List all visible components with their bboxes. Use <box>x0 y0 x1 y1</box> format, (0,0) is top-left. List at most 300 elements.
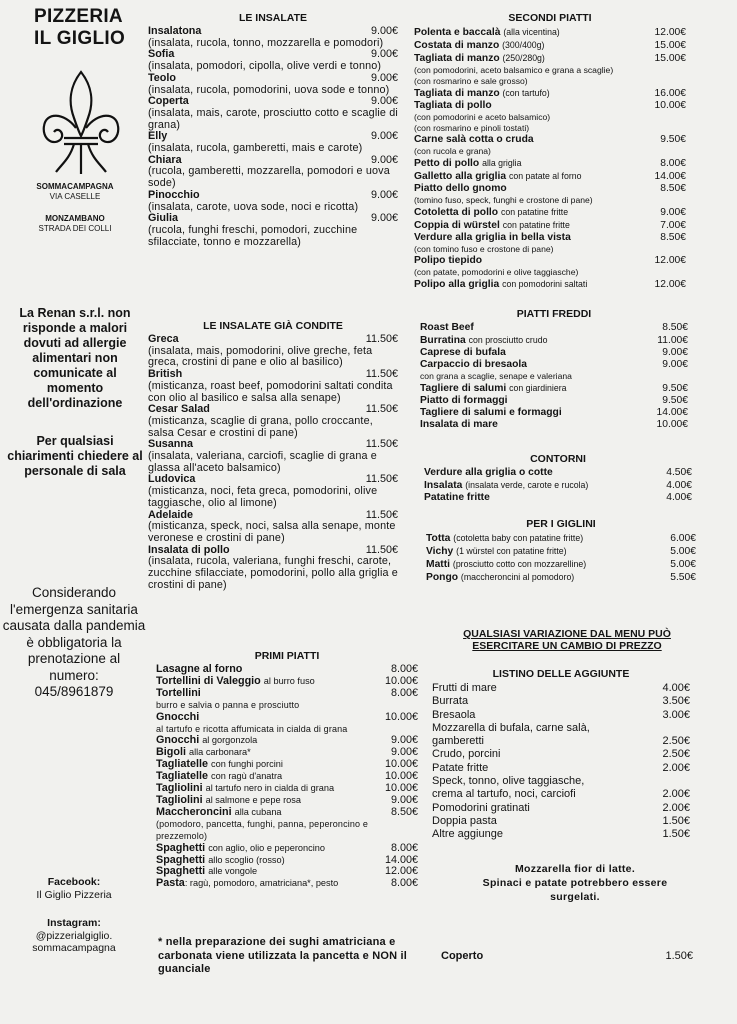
menu-item <box>432 775 690 788</box>
menu-item-price: 5.50€ <box>670 572 696 583</box>
menu-item-label <box>432 695 468 708</box>
menu-item-price: 8.00€ <box>660 158 686 169</box>
menu-item-label <box>156 807 282 819</box>
restaurant-name <box>34 6 144 50</box>
coperto-row <box>441 950 693 962</box>
location-sommacampagna <box>6 182 144 202</box>
menu-item-name: Galletto alla griglia <box>414 171 507 182</box>
menu-item-price: 15.00€ <box>654 40 686 51</box>
section-title: CONTORNI <box>530 453 586 465</box>
phone-number[interactable]: 045/8961879 <box>34 684 114 699</box>
menu-item <box>148 474 398 509</box>
menu-item-note: al salmone e pepe rosa <box>205 794 301 805</box>
menu-item-price: 3.50€ <box>662 695 690 708</box>
menu-item-price: 2.00€ <box>662 801 690 814</box>
menu-item-price: 9.50€ <box>660 134 686 145</box>
facebook-info <box>4 876 144 901</box>
menu-item-row <box>156 807 418 819</box>
menu-item-price: 8.00€ <box>390 686 418 699</box>
menu-item-note: (250/280g) <box>502 53 545 63</box>
menu-item-price: 11.50€ <box>365 403 398 416</box>
menu-item-price: 9.00€ <box>390 734 418 747</box>
menu-item-label <box>414 219 570 232</box>
menu-item-price: 2.00€ <box>662 761 690 774</box>
menu-item-name: Pasta <box>156 877 185 890</box>
menu-item-price: 5.00€ <box>670 559 696 570</box>
menu-item-row <box>432 695 690 708</box>
location-town: SOMMACAMPAGNA <box>36 182 114 191</box>
section-piatti-freddi <box>420 308 688 431</box>
menu-item <box>420 347 688 359</box>
section-title: PIATTI FREDDI <box>516 308 592 320</box>
frozen-note-line: Mozzarella fior di latte. <box>514 863 636 875</box>
menu-item-price: 9.00€ <box>370 212 398 225</box>
menu-item-description: (insalata, mais, pomodorini, olive greche, feta greca, crostini di pane e olio al basilico) <box>148 344 373 369</box>
menu-item-name: Coperta <box>148 95 189 108</box>
menu-item-name: Tagliere di salumi <box>420 383 507 394</box>
menu-item-price: 10.00€ <box>384 758 418 771</box>
menu-item-row <box>414 278 686 291</box>
menu-item-price: 4.00€ <box>666 480 692 491</box>
menu-item-label <box>426 558 586 571</box>
menu-item-name: Cotoletta di pollo <box>414 207 499 218</box>
menu-item-note: con patate al forno <box>509 171 582 181</box>
menu-item-description: (con tomino fuso e crostone di pane) <box>414 244 554 254</box>
menu-item-row <box>432 722 690 735</box>
menu-item-row <box>148 73 398 85</box>
menu-item-price: 15.00€ <box>654 53 686 64</box>
location-town: MONZAMBANO <box>45 214 105 223</box>
menu-item-description: (insalata, rucola, valeriana, funghi freschi, carote, zucchine sfilacciate, pomodorini, pollo alla griglia e crostini di pane) <box>148 555 398 591</box>
menu-item-price: 9.00€ <box>370 48 398 61</box>
menu-item-row <box>420 419 688 431</box>
menu-item-row <box>420 407 688 419</box>
menu-item <box>414 278 686 291</box>
menu-item-note: al burro fuso <box>263 675 315 686</box>
menu-item-label <box>426 545 567 558</box>
menu-item-name: Chiara <box>148 153 182 166</box>
menu-item-name: Tortellini <box>156 686 201 699</box>
menu-item-description: (insalata, rucola, tonno, mozzarella e pomodori) <box>148 36 384 49</box>
menu-item-row <box>426 532 696 545</box>
menu-item-price: 12.00€ <box>384 865 418 878</box>
menu-item-description: (misticanza, roast beef, pomodorini saltati condita con olio al basilico e salsa alla senape) <box>148 379 393 404</box>
location-monzambano <box>6 214 144 234</box>
menu-item-row <box>414 232 686 244</box>
menu-item-label <box>156 688 201 700</box>
menu-item-price: 2.50€ <box>662 748 690 761</box>
menu-item <box>432 748 690 761</box>
menu-item-name: Coppia di würstel <box>414 220 500 231</box>
section-title: SECONDI PIATTI <box>508 12 592 24</box>
menu-item-description: (insalata, rucola, pomodorini, uova sode e tonno) <box>148 83 390 96</box>
menu-item <box>156 807 418 843</box>
menu-item-label <box>414 39 544 52</box>
menu-item <box>432 735 690 748</box>
menu-item-name: Verdure alla griglia in bella vista <box>414 232 571 243</box>
menu-item <box>156 712 418 736</box>
menu-item-row <box>432 748 690 761</box>
menu-item-name: Spaghetti <box>156 853 206 866</box>
menu-item-label <box>432 722 590 735</box>
menu-item-price: 9.00€ <box>370 153 398 166</box>
menu-item-price: 2.00€ <box>662 788 690 801</box>
menu-item-description: (rucola, gamberetti, mozzarella, pomodori e uova sode) <box>148 165 390 190</box>
menu-item-price: 8.00€ <box>390 841 418 854</box>
menu-item-row <box>432 762 690 775</box>
menu-item-price: 10.00€ <box>384 782 418 795</box>
menu-item-price: 2.50€ <box>662 735 690 748</box>
menu-item-label <box>420 407 562 419</box>
menu-item-description: (con rosmarino e sale grosso) <box>414 76 528 86</box>
section-contorni <box>424 453 692 504</box>
menu-item-label <box>420 395 508 407</box>
menu-item-name: Tagliatelle <box>156 770 209 783</box>
menu-item-label <box>424 479 588 492</box>
menu-item-note: allo scoglio (rosso) <box>208 854 285 865</box>
menu-item-description: (con rosmarino e pinoli tostati) <box>414 123 530 133</box>
menu-item <box>432 709 690 722</box>
brand-line-1: PIZZERIA <box>34 6 123 27</box>
menu-item-label <box>156 712 199 724</box>
menu-item-name: Giulia <box>148 212 178 225</box>
menu-item <box>414 134 686 157</box>
menu-item-label <box>420 419 498 431</box>
menu-item-label <box>414 232 571 244</box>
menu-item-description: (con pomodorini, aceto balsamico e grana a scaglie) <box>414 65 614 75</box>
menu-item-name: Carne salà cotta o cruda <box>414 134 534 145</box>
menu-item-row <box>432 775 690 788</box>
menu-item-name: Bigoli <box>156 746 186 759</box>
fleur-de-lis-logo <box>40 68 122 178</box>
menu-item-note: (prosciutto cotto con mozzarelline) <box>452 559 587 569</box>
menu-item-description: con grana a scaglie, senape e valeriana <box>420 371 572 381</box>
menu-item-label <box>414 255 482 267</box>
menu-item-price: 16.00€ <box>654 88 686 99</box>
facebook-handle[interactable]: Il Giglio Pizzeria <box>36 888 112 901</box>
menu-item-name: Tortellini di Valeggio <box>156 674 261 687</box>
menu-item-price: 9.00€ <box>370 25 398 37</box>
menu-item-price: 3.00€ <box>662 708 690 721</box>
menu-item-price: 9.50€ <box>662 383 688 394</box>
menu-item-name: Tagliatelle <box>156 758 209 771</box>
menu-item-name: Tagliata di manzo <box>414 53 500 64</box>
instagram-handle-2: sommacampagna <box>32 942 116 954</box>
menu-item-row <box>432 682 690 695</box>
menu-item-label <box>424 492 490 504</box>
brand-line-2: IL GIGLIO <box>34 28 126 49</box>
menu-item-label <box>420 359 527 371</box>
menu-item-label <box>432 762 488 775</box>
menu-item <box>148 439 398 474</box>
frozen-note <box>440 862 710 904</box>
menu-item <box>424 492 692 504</box>
menu-item-description: (insalata, mais, carote, prosciutto cotto e scaglie di grana) <box>148 106 398 131</box>
menu-item-price: 11.50€ <box>365 438 398 451</box>
menu-item-name: gamberetti <box>432 735 484 748</box>
menu-item <box>148 510 398 545</box>
menu-item <box>148 26 398 49</box>
menu-item-name: Tagliata di pollo <box>414 100 492 111</box>
menu-item-label <box>420 382 567 395</box>
menu-item-note: con pomodorini saltati <box>502 279 588 289</box>
menu-item-row <box>420 382 688 395</box>
menu-item <box>420 322 688 334</box>
menu-item-price: 4.00€ <box>666 492 692 503</box>
section-insalate <box>148 12 398 248</box>
menu-item-label <box>148 334 179 346</box>
coperto-label: Coperto <box>441 950 484 962</box>
menu-item <box>148 404 398 439</box>
menu-item-name: Costata di manzo <box>414 40 500 51</box>
menu-item-row <box>414 39 686 52</box>
menu-item-row <box>414 170 686 183</box>
facebook-label: Facebook: <box>47 876 101 888</box>
menu-item-row <box>432 828 690 841</box>
menu-item-row <box>420 334 688 347</box>
menu-item-name: Carpaccio di bresaola <box>420 359 528 370</box>
section-insalate-condite <box>148 320 398 591</box>
menu-item-label <box>414 26 560 39</box>
menu-item-label <box>432 682 497 695</box>
menu-item-label <box>424 467 553 479</box>
menu-item-label <box>148 73 176 85</box>
menu-item-name: Bresaola <box>432 708 476 721</box>
location-street: VIA CASELLE <box>49 192 101 201</box>
menu-item-name: Polipo alla griglia <box>414 279 500 290</box>
section-title: PER I GIGLINI <box>526 518 596 530</box>
menu-item <box>148 73 398 96</box>
menu-item-name: Cesar Salad <box>148 403 210 416</box>
menu-item-name: Maccheroncini <box>156 805 232 818</box>
menu-item-note: alla griglia <box>482 158 522 168</box>
menu-item-name: Frutti di mare <box>432 682 497 694</box>
menu-item-note: con patatine fritte <box>502 220 570 230</box>
menu-item-name: Lasagne al forno <box>156 663 243 675</box>
menu-item-row <box>414 255 686 267</box>
menu-item-name: Polenta e baccalà <box>414 27 501 38</box>
menu-item-row <box>414 100 686 112</box>
menu-item-name: Tagliere di salumi e formaggi <box>420 407 562 418</box>
menu-item-price: 10.00€ <box>654 100 686 111</box>
menu-item <box>420 395 688 407</box>
menu-item-name: Insalata <box>424 480 463 491</box>
menu-item-description: (insalata, pomodori, cipolla, olive verdi e tonno) <box>148 60 382 73</box>
menu-item-price: 11.50€ <box>365 333 398 345</box>
menu-item-name: Tagliata di manzo <box>414 88 500 99</box>
menu-item-description: (misticanza, scaglie di grana, pollo croccante, salsa Cesar e crostini di pane) <box>148 414 373 439</box>
menu-item-description: (misticanza, speck, noci, salsa alla senape, monte veronese e crostini di pane) <box>148 520 396 544</box>
menu-item-name: British <box>148 368 183 381</box>
price-warning: QUALSIASI VARIAZIONE DAL MENU PUÒ ESERCITARE UN CAMBIO DI PREZZO <box>463 628 671 652</box>
menu-item-name: crema al tartufo, noci, carciofi <box>432 788 576 801</box>
menu-item-row <box>420 395 688 407</box>
menu-item-note: (insalata verde, carote e rucola) <box>465 480 589 490</box>
menu-item-label <box>432 788 576 801</box>
menu-item-note: (1 würstel con patatine fritte) <box>456 546 567 556</box>
menu-item <box>148 334 398 369</box>
menu-item-row <box>414 26 686 39</box>
menu-item-row <box>414 183 686 195</box>
menu-item-price: 10.00€ <box>656 419 688 430</box>
instagram-label: Instagram: <box>47 917 101 929</box>
menu-item-price: 8.50€ <box>660 232 686 243</box>
menu-item <box>420 334 688 347</box>
instagram-handle[interactable]: @pizzerialgiglio. <box>35 929 113 942</box>
menu-item <box>426 532 696 545</box>
menu-item-name: Tagliolini <box>156 782 203 795</box>
menu-item-label <box>426 571 574 584</box>
menu-item-row <box>426 571 696 584</box>
menu-item-price: 14.00€ <box>384 853 418 866</box>
menu-item <box>156 735 418 747</box>
menu-item <box>414 232 686 255</box>
menu-item-name: Vichy <box>426 546 454 557</box>
menu-item-note: alle vongole <box>208 866 258 877</box>
menu-item-name: Matti <box>426 559 451 570</box>
menu-item-label <box>432 735 484 748</box>
menu-item-name: Speck, tonno, olive taggiasche, <box>432 775 585 788</box>
menu-item-name: Spaghetti <box>156 841 206 854</box>
menu-item-note: con aglio, olio e peperoncino <box>208 842 325 853</box>
menu-item-price: 10.00€ <box>384 710 418 723</box>
menu-item-name: Piatto di formaggi <box>420 395 508 406</box>
menu-item <box>414 255 686 278</box>
menu-item-row <box>432 815 690 828</box>
menu-item-price: 8.00€ <box>390 877 418 890</box>
menu-item <box>148 131 398 154</box>
location-street: STRADA DEI COLLI <box>38 224 112 233</box>
menu-item-name: Adelaide <box>148 508 194 521</box>
menu-item-price: 4.50€ <box>666 467 692 478</box>
menu-item-label <box>156 878 338 890</box>
menu-item-name: Altre aggiunge <box>432 828 503 841</box>
menu-item-note: alla cubana <box>234 806 282 817</box>
menu-item-row <box>148 190 398 202</box>
menu-item-row <box>414 52 686 65</box>
menu-item-price: 4.00€ <box>662 682 690 694</box>
menu-item-label <box>414 183 507 195</box>
menu-item-label <box>420 322 474 334</box>
menu-item-price: 1.50€ <box>662 814 690 827</box>
menu-item-description: (misticanza, noci, feta greca, pomodorini, olive taggiasche, olio al limone) <box>148 485 378 509</box>
menu-item-row <box>432 802 690 815</box>
emergency-text: Considerando l'emergenza sanitaria causata dalla pandemia è obbligatoria la prenotazione al numero: <box>2 585 146 683</box>
menu-item <box>148 545 398 592</box>
menu-item-price: 6.00€ <box>670 533 696 544</box>
menu-item-row <box>156 878 418 890</box>
menu-item-row <box>414 157 686 170</box>
coperto-price: 1.50€ <box>665 950 693 962</box>
menu-item-name: Gnocchi <box>156 734 200 747</box>
menu-item-description: (insalata, rucola, gamberetti, mais e carote) <box>148 142 363 155</box>
menu-item-name: Burratina <box>420 335 466 346</box>
menu-item-price: 10.00€ <box>384 674 418 687</box>
section-title: LE INSALATE <box>238 12 308 24</box>
menu-item-name: Gnocchi <box>156 710 200 723</box>
menu-item-row <box>420 359 688 371</box>
menu-item-label <box>414 157 522 170</box>
menu-item-description: (tomino fuso, speck, funghi e crostone di pane) <box>414 195 593 205</box>
menu-item-name: Pongo <box>426 572 459 583</box>
menu-item-note: con patatine fritte <box>500 207 569 217</box>
menu-item <box>424 467 692 479</box>
menu-item-row <box>432 735 690 748</box>
menu-item-price: 9.00€ <box>662 359 688 370</box>
menu-item-note: con ragù d'anatra <box>211 771 283 782</box>
menu-item-note: (alla vicentina) <box>503 27 560 37</box>
menu-item <box>432 815 690 828</box>
menu-item-price: 9.00€ <box>660 207 686 218</box>
menu-item-label <box>414 278 587 291</box>
menu-item-name: Spaghetti <box>156 865 206 878</box>
menu-item-label <box>426 532 583 545</box>
menu-item-row <box>148 26 398 38</box>
menu-item-name: Polipo tiepido <box>414 255 483 266</box>
menu-item-name: Totta <box>426 533 451 544</box>
menu-item-name: Roast Beef <box>420 322 474 333</box>
menu-item <box>424 479 692 492</box>
menu-item <box>414 87 686 100</box>
menu-item <box>414 183 686 206</box>
menu-item-price: 9.00€ <box>662 347 688 358</box>
menu-item-row <box>414 87 686 100</box>
menu-item-row <box>414 219 686 232</box>
menu-item <box>156 878 418 890</box>
menu-item-note: (300/400g) <box>502 40 545 50</box>
menu-item-row <box>426 558 696 571</box>
menu-item-label <box>432 828 503 841</box>
menu-item <box>148 369 398 404</box>
menu-item <box>432 722 690 735</box>
menu-item <box>432 695 690 708</box>
menu-item-row <box>156 688 418 700</box>
menu-item <box>426 558 696 571</box>
menu-item-label <box>414 52 545 65</box>
menu-item <box>414 52 686 87</box>
menu-item-note: alla carbonara* <box>189 747 251 758</box>
menu-item <box>156 688 418 712</box>
menu-item-row <box>148 334 398 346</box>
menu-item <box>420 407 688 419</box>
menu-item <box>414 26 686 39</box>
menu-item <box>432 788 690 801</box>
menu-item-price: 5.00€ <box>670 546 696 557</box>
menu-item-name: Patatine fritte <box>424 492 490 503</box>
menu-item-price: 11.50€ <box>365 473 398 486</box>
menu-item <box>420 382 688 395</box>
menu-item-description: burro e salvia o panna e prosciutto <box>156 699 300 710</box>
menu-item-price: 8.50€ <box>660 183 686 194</box>
menu-item-name: Petto di pollo <box>414 158 480 169</box>
info-note: Per qualsiasi chiarimenti chiedere al personale di sala <box>7 434 143 478</box>
section-primi-piatti <box>156 650 418 890</box>
menu-item-price: 9.00€ <box>390 746 418 759</box>
menu-item <box>426 545 696 558</box>
menu-item-name: Insalata di mare <box>420 419 498 430</box>
menu-item-row <box>414 134 686 146</box>
menu-item-price: 8.50€ <box>662 322 688 333</box>
menu-item-name: Pomodorini gratinati <box>432 801 530 814</box>
menu-item-label <box>148 190 200 202</box>
menu-item-price: 7.00€ <box>660 220 686 231</box>
menu-item-description: (insalata, valeriana, carciofi, scaglie di grana e glassa all'aceto balsamico) <box>148 450 377 474</box>
menu-item-note: con prosciutto crudo <box>468 335 548 345</box>
menu-item <box>432 802 690 815</box>
menu-item <box>148 155 398 190</box>
menu-item-row <box>420 322 688 334</box>
menu-item-name: Crudo, porcini <box>432 748 501 761</box>
